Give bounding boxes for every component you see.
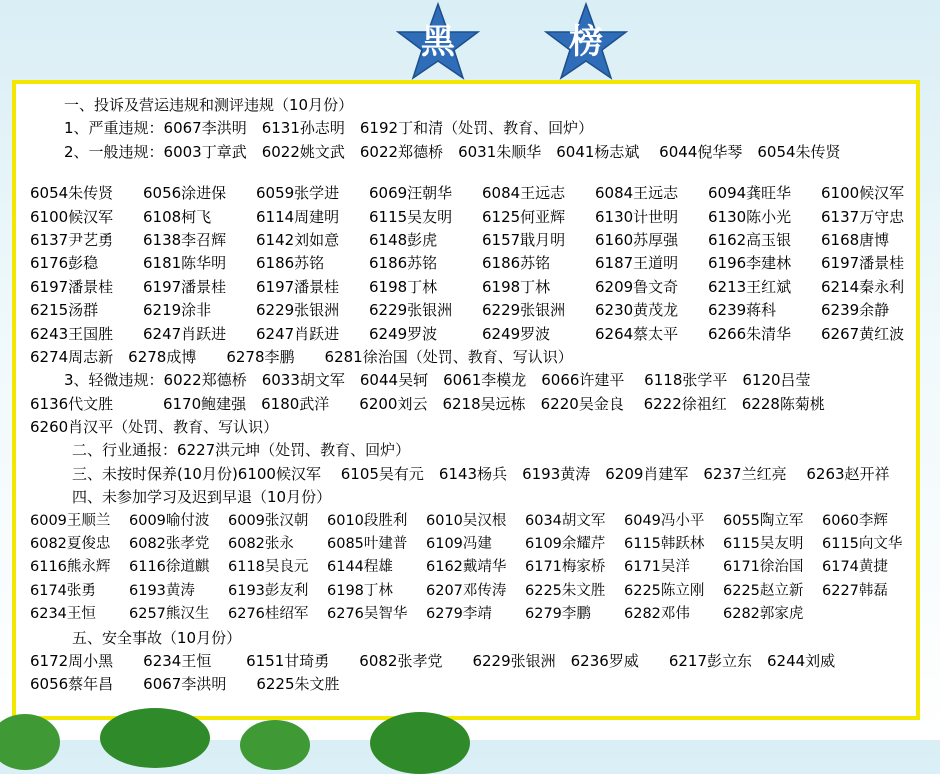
grid-cell: 6049冯小平 <box>624 512 705 529</box>
grid-cell: 6084王远志 <box>482 184 566 203</box>
grid-cell: 6100候汉军 <box>821 184 905 203</box>
grid-cell: 6060李辉 <box>822 512 888 529</box>
table-row <box>30 276 910 299</box>
grid-cell: 6009张汉朝 <box>228 512 309 529</box>
table-row <box>30 323 910 346</box>
grid-cell: 6148彭虎 <box>369 230 438 249</box>
grid-cell: 6160苏厚强 <box>595 230 679 249</box>
grid-cell: 6276桂绍军 <box>228 606 309 623</box>
grid-cell: 6115韩跃林 <box>624 536 705 553</box>
general-violation-tail: 6274周志新 6278成博 6278李鹏 6281徐治国（处罚、教育、写认识） <box>30 347 573 366</box>
grid-cell: 6054朱传贤 <box>30 184 114 203</box>
section-3-maintenance: 三、未按时保养(10月份)6100候汉军 6105吴有元 6143杨兵 6193黄涛 6209肖建军 6237兰红亮 6263赵开祥 <box>72 464 890 483</box>
grid-cell: 6197潘景桂 <box>821 254 905 273</box>
grid-cell: 6181陈华明 <box>143 254 227 273</box>
section-1-severe: 1、严重违规：6067李洪明 6131孙志明 6192丁和清（处罚、教育、回炉） <box>64 119 594 138</box>
grid-cell: 6116徐道麒 <box>129 559 210 576</box>
grid-cell: 6162高玉银 <box>708 230 792 249</box>
table-row <box>30 510 910 533</box>
grid-cell: 6174黄捷 <box>822 559 888 576</box>
page-title-right: 榜 <box>569 22 603 62</box>
grid-cell: 6142刘如意 <box>256 230 340 249</box>
general-violation-grid <box>30 182 910 346</box>
grid-cell: 6225陈立刚 <box>624 582 705 599</box>
grid-cell: 6197潘景桂 <box>143 277 227 296</box>
minor-violation-list: 6136代文胜 6170鲍建强 6180武洋 6200刘云 6218吴远栋 6220吴金良 6222徐祖红 6228陈菊桃 <box>30 394 825 413</box>
grid-cell: 6213王红斌 <box>708 277 792 296</box>
grid-cell: 6282邓伟 <box>624 606 690 623</box>
star-badge-right <box>538 2 634 82</box>
grid-cell: 6100候汉军 <box>30 207 114 226</box>
table-row <box>30 182 910 205</box>
grid-cell: 6247肖跃进 <box>143 324 227 343</box>
grid-cell: 6209鲁文奇 <box>595 277 679 296</box>
grid-cell: 6229张银洲 <box>482 301 566 320</box>
grid-cell: 6176彭稳 <box>30 254 99 273</box>
grid-cell: 6243王国胜 <box>30 324 114 343</box>
grid-cell: 6130陈小光 <box>708 207 792 226</box>
grid-cell: 6069汪朝华 <box>369 184 453 203</box>
grid-cell: 6227韩磊 <box>822 582 888 599</box>
star-badge-left <box>390 2 486 82</box>
grid-cell: 6168唐博 <box>821 230 890 249</box>
table-row <box>30 580 910 603</box>
grid-cell: 6186苏铭 <box>256 254 325 273</box>
notice-content <box>30 94 910 697</box>
grid-cell: 6234王恒 <box>30 606 96 623</box>
table-row <box>30 206 910 229</box>
grid-cell: 6196李建林 <box>708 254 792 273</box>
grid-cell: 6267黄红波 <box>821 324 905 343</box>
grid-cell: 6193彭友利 <box>228 582 309 599</box>
grid-cell: 6239余静 <box>821 301 890 320</box>
grid-cell: 6009喻付波 <box>129 512 210 529</box>
grid-cell: 6109冯建 <box>426 536 492 553</box>
safety-incident-list: 6172周小黑 6234王恒 6151甘琦勇 6082张孝党 6229张银洲 6236罗威 6217彭立东 6244刘威 <box>30 651 836 670</box>
grid-cell: 6084王远志 <box>595 184 679 203</box>
safety-incident-tail: 6056蔡年昌 6067李洪明 6225朱文胜 <box>30 675 340 694</box>
page-title-left: 黑 <box>421 22 455 62</box>
section-1-title: 一、投诉及营运违规和测评违规（10月份） <box>64 96 354 114</box>
section-1-minor: 3、轻微违规：6022郑德桥 6033胡文军 6044吴轲 6061李模龙 6066许建平 6118张学平 6120吕莹 <box>64 371 811 390</box>
grid-cell: 6171梅家桥 <box>525 559 606 576</box>
table-row <box>30 252 910 275</box>
grid-cell: 6187王道明 <box>595 254 679 273</box>
grid-cell: 6282郭家虎 <box>723 606 804 623</box>
grid-cell: 6082张永 <box>228 536 294 553</box>
grid-cell: 6279李鹏 <box>525 606 591 623</box>
grid-cell: 6230黄茂龙 <box>595 301 679 320</box>
grid-cell: 6247肖跃进 <box>256 324 340 343</box>
grid-cell: 6276吴智华 <box>327 606 408 623</box>
grid-cell: 6094龚旺华 <box>708 184 792 203</box>
grid-cell: 6249罗波 <box>369 324 438 343</box>
minor-violation-tail: 6260肖汉平（处罚、教育、写认识） <box>30 418 279 437</box>
grid-cell: 6109余耀芹 <box>525 536 606 553</box>
grid-cell: 6207邓传涛 <box>426 582 507 599</box>
section-2-industry: 二、行业通报：6227洪元坤（处罚、教育、回炉） <box>72 441 411 460</box>
grid-cell: 6162戴靖华 <box>426 559 507 576</box>
grid-cell: 6239蒋科 <box>708 301 777 320</box>
grid-cell: 6198丁林 <box>482 277 551 296</box>
grid-cell: 6198丁林 <box>327 582 393 599</box>
grid-cell: 6116熊永辉 <box>30 559 111 576</box>
grid-cell: 6115吴友明 <box>369 207 453 226</box>
grid-cell: 6171徐治国 <box>723 559 804 576</box>
grid-cell: 6130计世明 <box>595 207 679 226</box>
grid-cell: 6186苏铭 <box>369 254 438 273</box>
grid-cell: 6266朱清华 <box>708 324 792 343</box>
grid-cell: 6059张学进 <box>256 184 340 203</box>
table-row <box>30 299 910 322</box>
grid-cell: 6137尹艺勇 <box>30 230 114 249</box>
grid-cell: 6144程雄 <box>327 559 393 576</box>
section-1-general: 2、一般违规：6003丁章武 6022姚文武 6022郑德桥 6031朱顺华 6041杨志斌 6044倪华琴 6054朱传贤 <box>64 142 841 161</box>
table-row <box>30 229 910 252</box>
grid-cell: 6137万守忠 <box>821 207 905 226</box>
section-4-title: 四、未参加学习及迟到早退（10月份） <box>72 488 332 507</box>
grid-cell: 6138李召辉 <box>143 230 227 249</box>
section-5-title: 五、安全事故（10月份） <box>72 628 242 647</box>
grid-cell: 6171吴洋 <box>624 559 690 576</box>
grid-cell: 6257熊汉生 <box>129 606 210 623</box>
grid-cell: 6118吴良元 <box>228 559 309 576</box>
grid-cell: 6264蔡太平 <box>595 324 679 343</box>
grid-cell: 6157戢月明 <box>482 230 566 249</box>
tree-decoration <box>0 680 470 740</box>
grid-cell: 6082夏俊忠 <box>30 536 111 553</box>
table-row <box>30 556 910 579</box>
grid-cell: 6219涂非 <box>143 301 212 320</box>
grid-cell: 6114周建明 <box>256 207 340 226</box>
grid-cell: 6034胡文军 <box>525 512 606 529</box>
header <box>0 0 940 80</box>
table-row <box>30 533 910 556</box>
grid-cell: 6125何亚辉 <box>482 207 566 226</box>
grid-cell: 6215汤群 <box>30 301 99 320</box>
grid-cell: 6055陶立军 <box>723 512 804 529</box>
grid-cell: 6193黄涛 <box>129 582 195 599</box>
grid-cell: 6174张勇 <box>30 582 96 599</box>
grid-cell: 6115向文华 <box>822 536 903 553</box>
notice-panel <box>12 80 920 720</box>
grid-cell: 6249罗波 <box>482 324 551 343</box>
grid-cell: 6229张银洲 <box>369 301 453 320</box>
grid-cell: 6197潘景桂 <box>30 277 114 296</box>
grid-cell: 6214秦永利 <box>821 277 905 296</box>
grid-cell: 6085叶建普 <box>327 536 408 553</box>
grid-cell: 6197潘景桂 <box>256 277 340 296</box>
grid-cell: 6010段胜利 <box>327 512 408 529</box>
table-row <box>30 603 910 626</box>
grid-cell: 6082张孝党 <box>129 536 210 553</box>
grid-cell: 6225赵立新 <box>723 582 804 599</box>
grid-cell: 6056涂进保 <box>143 184 227 203</box>
grid-cell: 6198丁林 <box>369 277 438 296</box>
grid-cell: 6108柯飞 <box>143 207 212 226</box>
grid-cell: 6229张银洲 <box>256 301 340 320</box>
grid-cell: 6115吴友明 <box>723 536 804 553</box>
grid-cell: 6225朱文胜 <box>525 582 606 599</box>
grid-cell: 6009王顺兰 <box>30 512 111 529</box>
grid-cell: 6279李靖 <box>426 606 492 623</box>
absence-grid <box>30 510 910 627</box>
grid-cell: 6010吴汉根 <box>426 512 507 529</box>
grid-cell: 6186苏铭 <box>482 254 551 273</box>
